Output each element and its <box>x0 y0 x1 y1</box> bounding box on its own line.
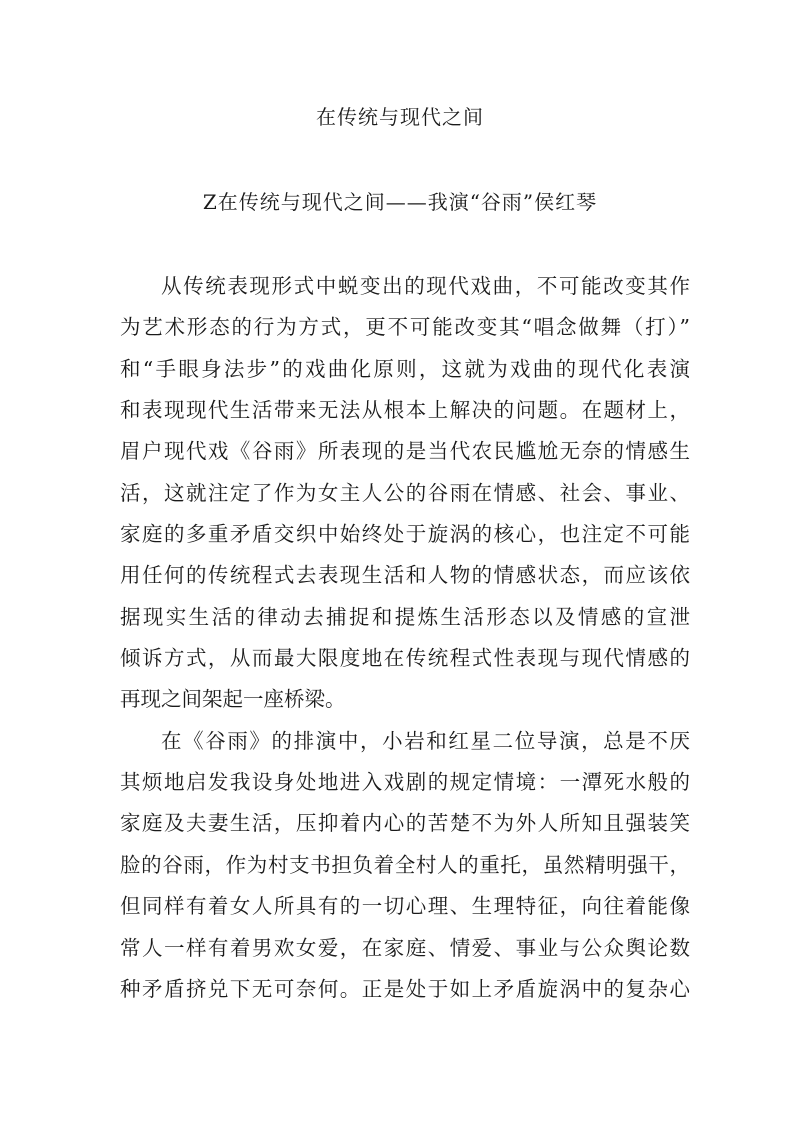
paragraph-1-line: 活，这就注定了作为女主人公的谷雨在情感、社会、事业、 <box>120 480 690 505</box>
paragraph-1-line: 和表现现代生活带来无法从根本上解决的问题。在题材上， <box>120 398 690 423</box>
document-title: 在传统与现代之间 <box>316 105 484 129</box>
paragraph-2-line: 常人一样有着男欢女爱，在家庭、情爱、事业与公众舆论数 <box>120 935 690 960</box>
paragraph-1-line: 为艺术形态的行为方式，更不可能改变其“唱念做舞（打）” <box>120 315 690 340</box>
paragraph-2-line: 种矛盾挤兑下无可奈何。正是处于如上矛盾旋涡中的复杂心 <box>120 976 690 1001</box>
paragraph-2-line: 家庭及夫妻生活，压抑着内心的苦楚不为外人所知且强装笑 <box>120 811 690 836</box>
paragraph-1-line: 从传统表现形式中蜕变出的现代戏曲，不可能改变其作 <box>161 274 690 298</box>
paragraph-1-line: 家庭的多重矛盾交织中始终处于旋涡的核心，也注定不可能 <box>120 522 690 547</box>
paragraph-1-line: 倾诉方式，从而最大限度地在传统程式性表现与现代情感的 <box>120 646 690 671</box>
paragraph-1-line: 和“手眼身法步”的戏曲化原则，这就为戏曲的现代化表演 <box>120 356 690 381</box>
paragraph-1-line: 再现之间架起一座桥梁。 <box>120 687 346 712</box>
paragraph-2-line: 但同样有着女人所具有的一切心理、生理特征，向往着能像 <box>120 894 690 919</box>
paragraph-2-line: 脸的谷雨，作为村支书担负着全村人的重托，虽然精明强干， <box>120 852 690 877</box>
paragraph-1-line: 眉户现代戏《谷雨》所表现的是当代农民尴尬无奈的情感生 <box>120 439 690 464</box>
paragraph-1-line: 据现实生活的律动去捕捉和提炼生活形态以及情感的宣泄 <box>120 604 690 629</box>
paragraph-2-line: 其烦地启发我设身处地进入戏剧的规定情境：一潭死水般的 <box>120 770 690 795</box>
document-body <box>120 266 690 1010</box>
paragraph-2-line: 在《谷雨》的排演中，小岩和红星二位导演，总是不厌 <box>161 728 690 753</box>
document-subtitle: Z在传统与现代之间——我演“谷雨”侯红琴 <box>202 190 598 214</box>
paragraph-1-line: 用任何的传统程式去表现生活和人物的情感状态，而应该依 <box>120 563 690 588</box>
